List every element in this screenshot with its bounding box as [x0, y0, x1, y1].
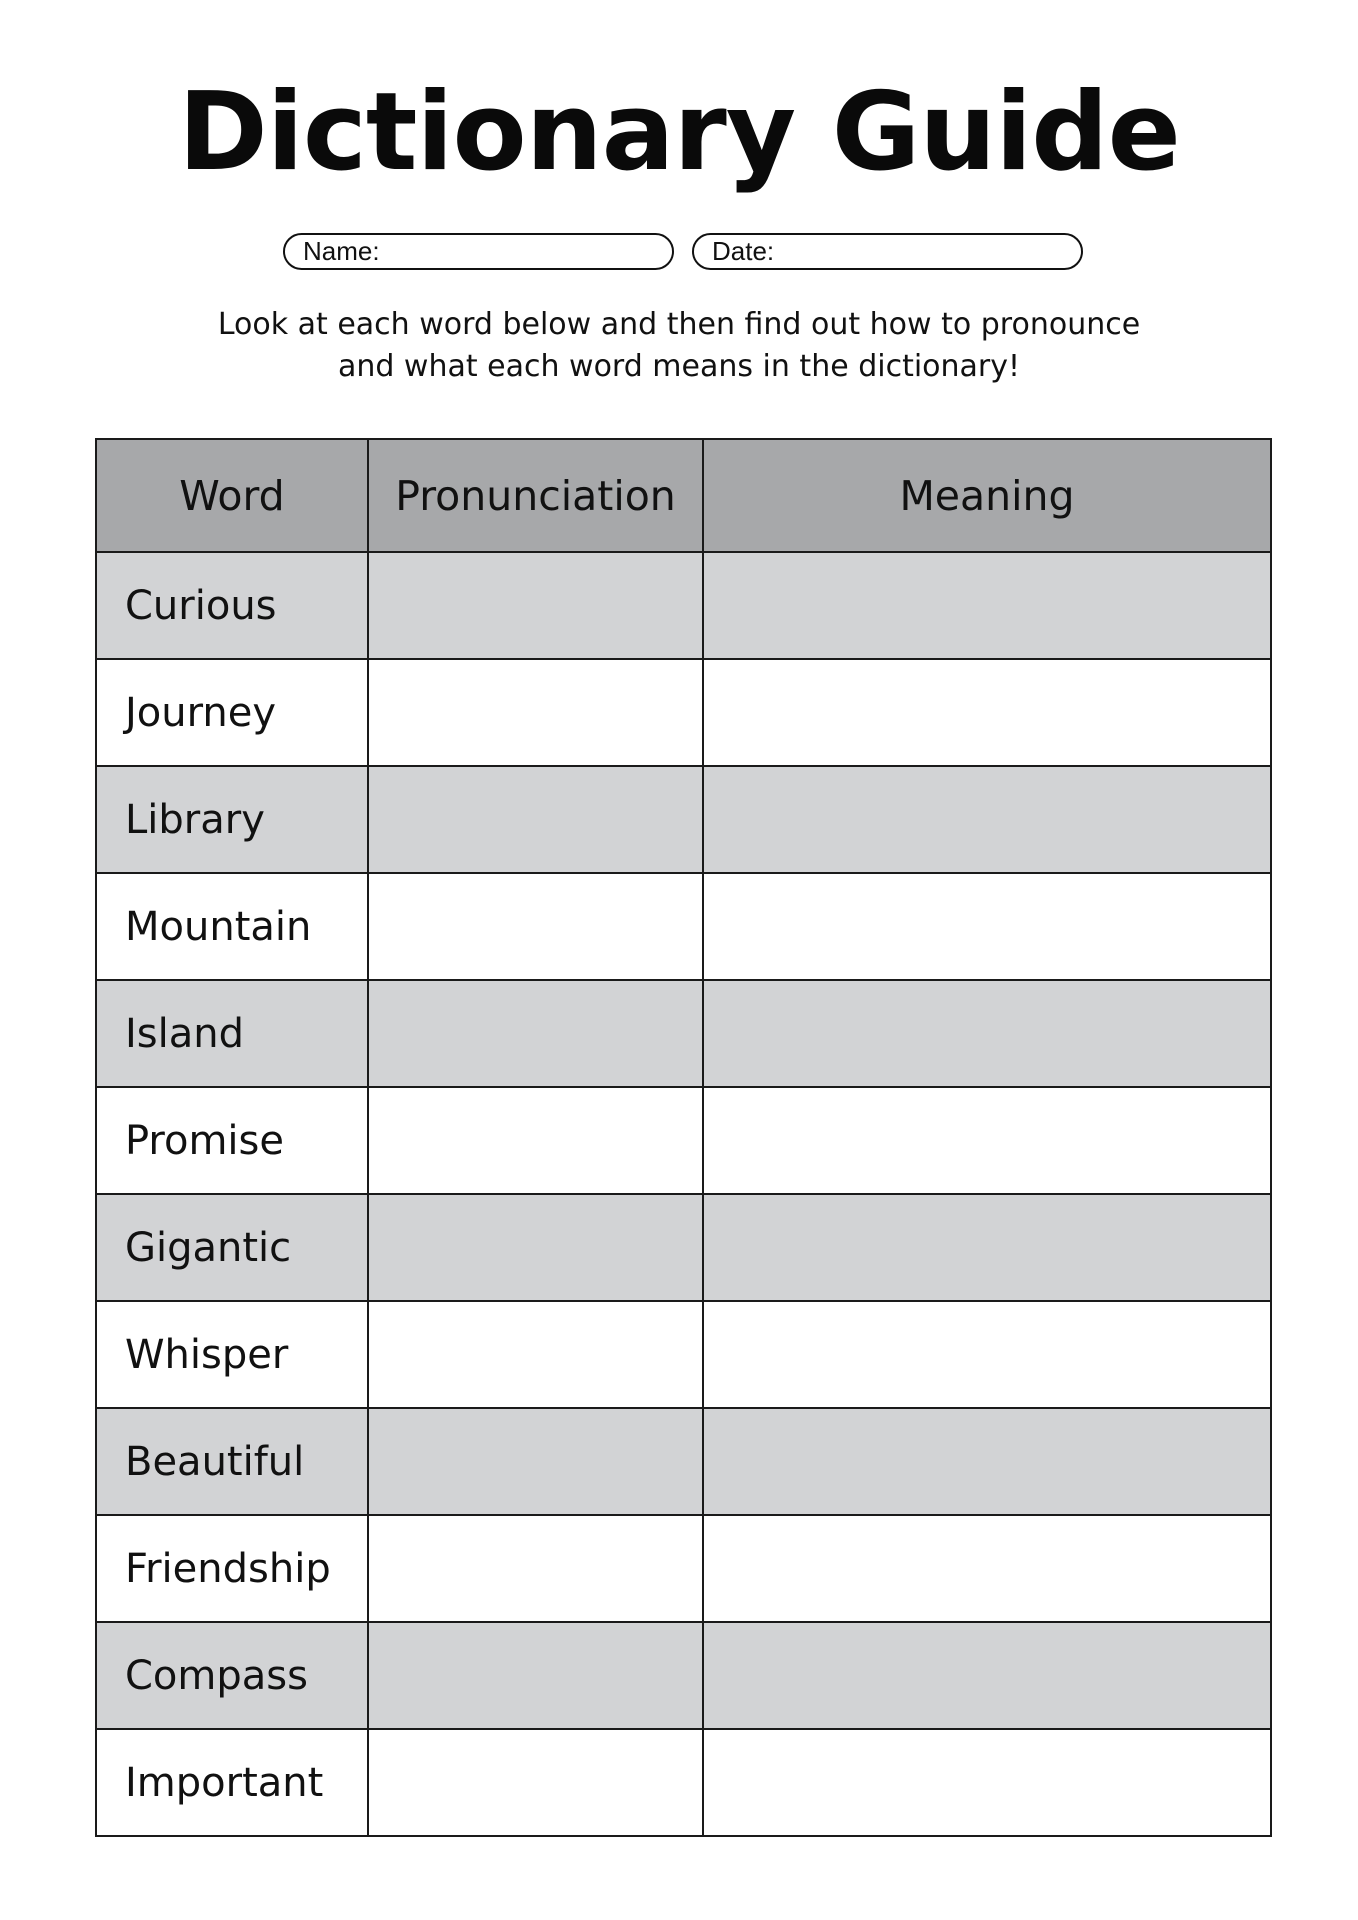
header-meaning: Meaning — [703, 439, 1271, 552]
pronunciation-cell[interactable] — [368, 1515, 703, 1622]
meaning-cell[interactable] — [703, 1622, 1271, 1729]
meaning-cell[interactable] — [703, 1194, 1271, 1301]
meaning-cell[interactable] — [703, 552, 1271, 659]
meaning-cell[interactable] — [703, 1729, 1271, 1836]
meaning-cell[interactable] — [703, 1408, 1271, 1515]
pronunciation-cell[interactable] — [368, 766, 703, 873]
word-cell: Curious — [96, 552, 368, 659]
pronunciation-cell[interactable] — [368, 980, 703, 1087]
word-cell: Whisper — [96, 1301, 368, 1408]
table-row — [96, 766, 1271, 873]
pronunciation-cell[interactable] — [368, 873, 703, 980]
pronunciation-cell[interactable] — [368, 1408, 703, 1515]
dictionary-table — [95, 438, 1272, 1837]
pronunciation-cell[interactable] — [368, 1729, 703, 1836]
date-field[interactable] — [692, 233, 1083, 270]
word-cell: Library — [96, 766, 368, 873]
instructions-line-1: Look at each word below and then find out how to pronounce — [217, 307, 1141, 342]
instructions — [0, 304, 1358, 388]
meaning-cell[interactable] — [703, 1087, 1271, 1194]
word-cell: Friendship — [96, 1515, 368, 1622]
header-word: Word — [96, 439, 368, 552]
table-row — [96, 1408, 1271, 1515]
meaning-cell[interactable] — [703, 1515, 1271, 1622]
meaning-cell[interactable] — [703, 873, 1271, 980]
word-cell: Island — [96, 980, 368, 1087]
word-cell: Beautiful — [96, 1408, 368, 1515]
header-pronunciation: Pronunciation — [368, 439, 703, 552]
pronunciation-cell[interactable] — [368, 552, 703, 659]
pronunciation-cell[interactable] — [368, 659, 703, 766]
table-row — [96, 1301, 1271, 1408]
meaning-cell[interactable] — [703, 1301, 1271, 1408]
table-row — [96, 980, 1271, 1087]
table-row — [96, 1622, 1271, 1729]
pronunciation-cell[interactable] — [368, 1087, 703, 1194]
name-label: Name: — [303, 236, 380, 266]
word-cell: Compass — [96, 1622, 368, 1729]
word-cell: Journey — [96, 659, 368, 766]
word-cell: Promise — [96, 1087, 368, 1194]
meaning-cell[interactable] — [703, 659, 1271, 766]
date-label: Date: — [712, 236, 775, 266]
meaning-cell[interactable] — [703, 766, 1271, 873]
word-cell: Mountain — [96, 873, 368, 980]
table-row — [96, 659, 1271, 766]
pronunciation-cell[interactable] — [368, 1622, 703, 1729]
instructions-line-2: and what each word means in the dictionary! — [337, 349, 1021, 384]
word-cell: Important — [96, 1729, 368, 1836]
table-row — [96, 1087, 1271, 1194]
page-title: Dictionary Guide — [178, 70, 1180, 195]
table-row — [96, 1515, 1271, 1622]
table-row — [96, 552, 1271, 659]
meaning-cell[interactable] — [703, 980, 1271, 1087]
table-row — [96, 873, 1271, 980]
word-cell: Gigantic — [96, 1194, 368, 1301]
table-header-row — [96, 439, 1271, 552]
pronunciation-cell[interactable] — [368, 1301, 703, 1408]
name-field[interactable] — [283, 233, 674, 270]
table-row — [96, 1194, 1271, 1301]
table-row — [96, 1729, 1271, 1836]
pronunciation-cell[interactable] — [368, 1194, 703, 1301]
